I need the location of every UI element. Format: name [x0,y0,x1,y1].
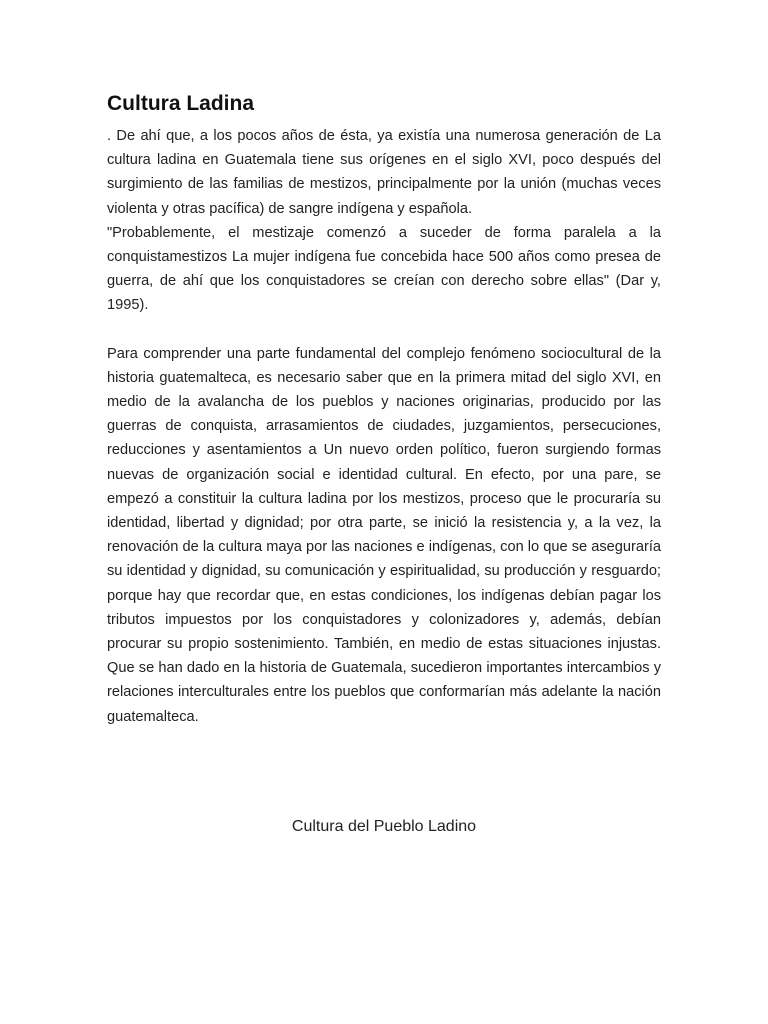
section-caption: Cultura del Pueblo Ladino [291,818,477,835]
paragraph-gap [107,318,661,342]
paragraph-history: Para comprender una parte fundamental del complejo fenómeno sociocultural de la historia guatemalteca, es necesario saber que en la primera mitad del siglo XVI, en medio de la avalancha de los pueblos y naciones originarias, producido por las guerras de conquista, arrasamientos de ciudades, juzgamientos, persecuciones, reducciones y asentamientos a Un nuevo orden político, fueron surgiendo formas nuevas de organización social e identidad cultural. En efecto, por una pare, se empezó a constituir la cultura ladina por los mestizos, proceso que le procuraría su identidad, libertad y dignidad; por otra parte, se inició la resistencia y, a la vez, la renovación de la cultura maya por las naciones e indígenas, con lo que se aseguraría su identidad y dignidad, su comunicación y espiritualidad, su producción y resguardo; porque hay que recordar que, en estas condiciones, los indígenas debían pagar los tributos impuestos por los conquistadores y colonizadores y, además, debían procurar su propio sostenimiento. También, en medio de estas situaciones injustas. Que se han dado en la historia de Guatemala, sucedieron importantes intercambios y relaciones interculturales entre los pueblos que conformarían más adelante la nación guatemalteca. [107,345,661,725]
paragraph-intro: . De ahí que, a los pocos años de ésta, ya existía una numerosa generación de La cultura ladina en Guatemala tiene sus orígenes en el siglo XVI, poco después del surgimiento de las familias de mestizos, principalmente por la unión (muchas veces violenta y otras pacífica) de sangre indígena y española. [107,128,661,217]
document-title: Cultura Ladina [107,92,255,115]
paragraph-quote: "Probablemente, el mestizaje comenzó a suceder de forma paralela a la conquistamestizos La mujer indígena fue concebida hace 500 años como presea de guerra, de ahí que los conquistadores se creían con derecho sobre ellas" (Dar y, 1995). [107,224,661,314]
document-body [107,90,661,729]
